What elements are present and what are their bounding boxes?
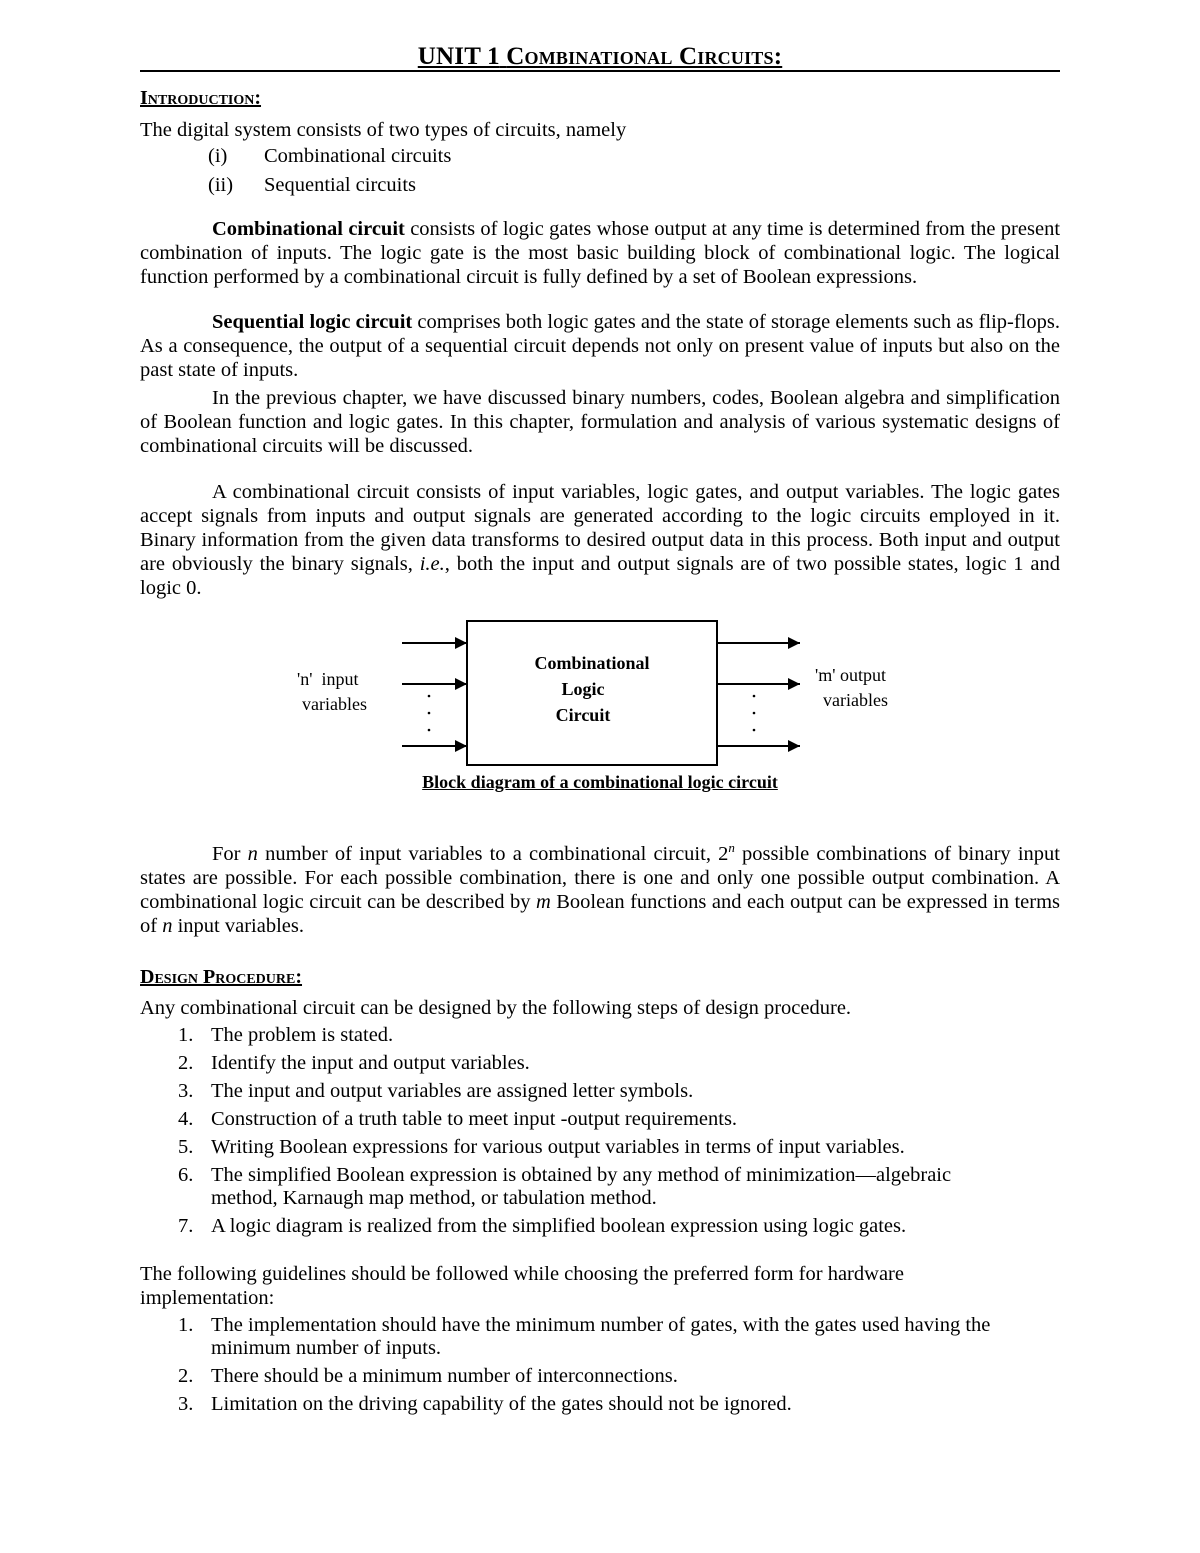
list-item [140,1393,1060,1416]
guidelines-list [140,1314,1060,1416]
list-marker: (i) [208,145,228,167]
list-text: The simplified Boolean expression is obtained by any method of minimization—algebraic method, Karnaugh map method, or tabulation method. [211,1163,952,1209]
combinational-text: consists of logic gates whose output at any time is determined from the present combination of inputs. The logic gate is the most basic building block of combinational logic. The logical function performed by a combinational circuit is fully defined by a set of Boolean expressions. [140,218,1061,288]
list-text: Construction of a truth table to meet input -output requirements. [211,1107,738,1130]
list-text: A logic diagram is realized from the simplified boolean expression using logic gates. [211,1214,907,1237]
block-diagram-figure [140,618,1060,788]
inputs-label-line1: 'n' input [297,669,359,689]
list-item [140,1365,1060,1388]
block-diagram [140,618,1060,853]
list-item [140,1164,1060,1210]
guidelines-lead: The following guidelines should be followed while choosing the preferred form for hardware implementation: [140,1262,904,1309]
list-item [140,1136,1060,1159]
list-text: Combinational circuits [264,145,452,167]
combinational-term: Combinational circuit [212,218,405,240]
list-item [140,1052,1060,1075]
introduction-heading: Introduction: [140,87,262,109]
list-marker: 3. [178,1079,194,1102]
box-label-line2: Logic [561,679,605,699]
sequential-text: comprises both logic gates and the state of storage elements such as flip-flops. As a consequence, the output of a sequential circuit depends not only on present value of inputs but also on the past state of inputs. [140,311,1060,381]
title-prefix: UNIT 1 [417,43,500,70]
combinational-paragraph [140,217,1060,289]
list-item [140,1108,1060,1131]
list-marker: 5. [178,1135,194,1158]
list-marker: 1. [178,1023,194,1046]
intro-lead: The digital system consists of two types of circuits, namely [140,119,627,141]
design-steps-list [140,1024,1060,1238]
list-text: The input and output variables are assigned letter symbols. [211,1079,694,1102]
circuit-types-list [140,142,1060,200]
variable-m: m [535,890,551,913]
list-text: Sequential circuits [264,174,416,196]
list-item [140,1024,1060,1047]
list-marker: 2. [178,1364,194,1387]
sequential-term: Sequential logic circuit [212,311,413,333]
box-label-line1: Combinational [534,653,650,673]
input-ellipsis [428,695,431,732]
box-label-line3: Circuit [555,705,611,725]
combinations-text: Boolean functions and each output can be expressed in terms of [140,890,1061,937]
combinations-text: input variables. [172,914,304,937]
design-lead: Any combinational circuit can be designed by the following steps of design procedure. [140,996,852,1019]
list-text: The implementation should have the minimum number of gates, with the gates used having the minimum number of inputs. [211,1313,991,1359]
list-marker: 4. [178,1107,194,1130]
combinations-text: number of input variables to a combinational circuit, 2 [257,842,729,865]
list-text: There should be a minimum number of interconnections. [211,1364,678,1387]
list-item [140,1215,1060,1238]
list-text: Writing Boolean expressions for various output variables in terms of input variables. [211,1135,905,1158]
list-text: Identify the input and output variables. [211,1051,530,1074]
list-item [140,1314,1060,1360]
variable-n: n [247,842,258,865]
signals-paragraph [140,480,1060,600]
list-marker: 1. [178,1313,194,1336]
outputs-label-line1: 'm' output [815,665,886,685]
list-text: The problem is stated. [211,1023,394,1046]
signals-text-a: A combinational circuit consists of input variables, logic gates, and output variables. The logic gates accept signals from inputs and output signals are generated according to the logic circuits employed in it. Binary information from the given data transforms to desired output data in this process. Both input and output are obviously the binary signals, [140,481,1060,575]
list-marker: 2. [178,1051,194,1074]
variable-n: n [162,914,173,937]
list-marker: (ii) [208,174,234,196]
diagram-caption: Block diagram of a combinational logic circuit [422,772,778,792]
inputs-label-line2: variables [302,694,367,714]
combinations-text: possible combinations of binary input states are possible. For each possible combination, there is one and only one possible output combination. A combinational logic circuit can be described by [140,842,1060,913]
list-marker: 7. [178,1214,194,1237]
page-content [140,44,1060,1421]
signals-text-b: , both the input and output signals are of two possible states, logic 1 and logic 0. [140,553,1061,599]
page-title [418,43,782,70]
combinations-text: For [212,842,248,865]
previous-chapter-paragraph: In the previous chapter, we have discussed binary numbers, codes, Boolean algebra and simplification of Boolean function and logic gates. In this chapter, formulation and analysis of various systematic designs of combinational circuits will be discussed. [140,387,1060,457]
list-item [140,1080,1060,1103]
outputs-label-line2: variables [823,690,888,710]
design-procedure-heading: Design Procedure: [140,965,303,988]
exponent-n: n [728,840,735,855]
list-marker: 3. [178,1392,194,1415]
list-text: Limitation on the driving capability of the gates should not be ignored. [211,1392,792,1415]
list-marker: 6. [178,1163,194,1186]
ie-abbrev: i.e. [419,553,445,575]
sequential-paragraph [140,310,1060,382]
list-item [140,171,1060,200]
title-bar [140,44,1060,72]
title-main: Combinational Circuits: [506,43,783,70]
list-item [140,142,1060,171]
output-ellipsis [753,695,756,732]
